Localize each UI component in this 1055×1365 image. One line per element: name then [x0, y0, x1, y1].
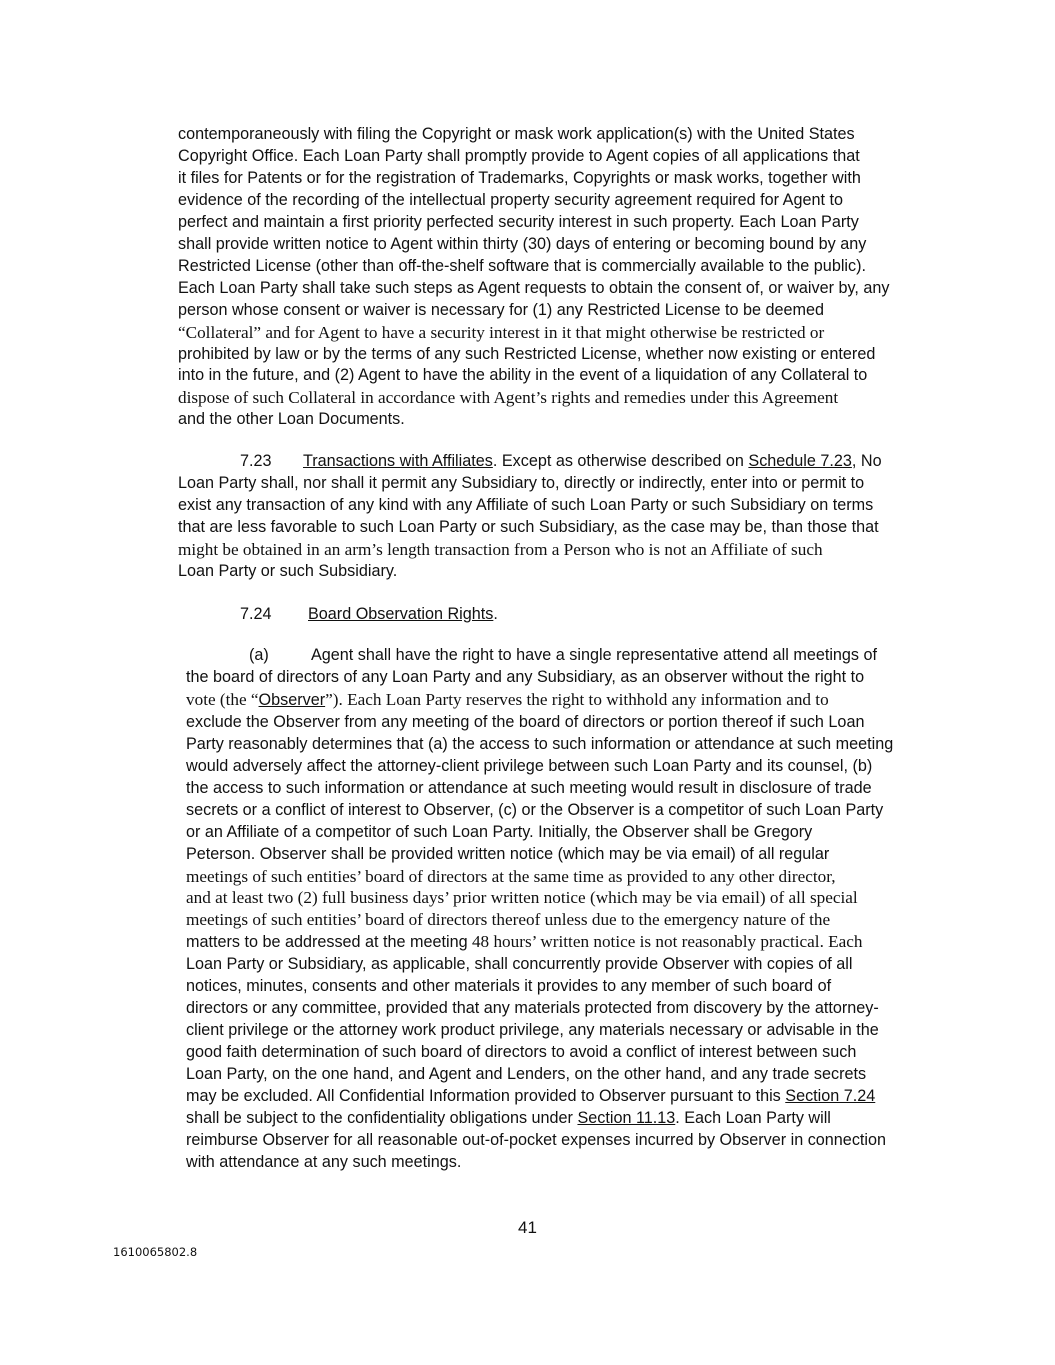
section-11-13-reference-link[interactable]: Section 11.13	[577, 1109, 676, 1128]
section-7-24-heading	[240, 603, 498, 625]
text-line: evidence of the recording of the intellectual property security agreement required for Agent to	[178, 190, 843, 209]
section-7-24-a	[186, 645, 893, 1174]
section-text: . Except as otherwise described on	[492, 452, 749, 470]
text-line: Loan Party shall, nor shall it permit any Subsidiary to, directly or indirectly, enter into or permit to	[178, 473, 865, 492]
section-title-period: .	[493, 605, 498, 623]
text-line: it files for Patents or for the registration of Trademarks, Copyrights or mask works, together with	[178, 168, 861, 187]
text-line: person whose consent or waiver is necessary for (1) any Restricted License to be deemed	[178, 300, 825, 319]
text-line: meetings of such entities’ board of directors at the same time as provided to any other director,	[186, 866, 836, 886]
text-line: contemporaneously with filing the Copyright or mask work application(s) with the United States	[178, 125, 855, 143]
text-segment: Agent shall have the right to have a single representative attend all meetings of	[311, 646, 878, 664]
defined-term-observer: Observer	[258, 690, 326, 709]
text-line: meetings of such entities’ board of directors thereof unless due to the emergency nature of the	[186, 910, 831, 930]
text-line	[186, 1108, 893, 1130]
schedule-reference-link[interactable]: Schedule 7.23	[748, 452, 852, 470]
section-7-24-reference-link[interactable]: Section 7.24	[785, 1087, 876, 1106]
text-line: reimburse Observer for all reasonable out-of-pocket expenses incurred by Observer in connection	[186, 1130, 887, 1149]
text-line: exist any transaction of any kind with any Affiliate of such Loan Party or such Subsidiary on terms	[178, 495, 874, 514]
text-line: dispose of such Collateral in accordance with Agent’s rights and remedies under this Agreement	[178, 388, 839, 408]
text-line: Loan Party or such Subsidiary.	[178, 561, 398, 580]
text-line: Each Loan Party shall take such steps as Agent requests to obtain the consent of, or waiver by, any	[178, 278, 890, 297]
section-text: , No	[851, 452, 882, 470]
text-line	[186, 931, 893, 954]
subsection-label: (a)	[249, 646, 269, 664]
text-line: Peterson. Observer shall be provided written notice (which may be via email) of all regular	[186, 844, 830, 863]
text-line	[186, 1086, 893, 1108]
text-line: into in the future, and (2) Agent to have the ability in the event of a liquidation of any Collateral to	[178, 366, 868, 385]
section-number: 7.23	[240, 452, 272, 470]
subsection-first-line	[186, 645, 893, 667]
text-line: secrets or a conflict of interest to Observer, (c) or the Observer is a competitor of such Loan Party	[186, 800, 884, 819]
text-line: Restricted License (other than off-the-shelf software that is commercially available to the public).	[178, 256, 866, 275]
text-line: Copyright Office. Each Loan Party shall promptly provide to Agent copies of all applications that	[178, 146, 860, 165]
section-title: Transactions with Affiliates	[303, 452, 493, 470]
text-line: the access to such information or attendance at such meeting would result in disclosure of trade	[186, 778, 872, 797]
text-line	[186, 689, 893, 712]
text-line: exclude the Observer from any meeting of the board of directors or portion thereof if such Loan	[186, 712, 865, 731]
text-line: the board of directors of any Loan Party and any Subsidiary, as an observer without the right to	[186, 667, 865, 686]
text-segment: . Each Loan Party will	[675, 1109, 831, 1128]
text-line: would adversely affect the attorney-client privilege between such Loan Party and its counsel, (b)	[186, 756, 873, 775]
text-line: that are less favorable to such Loan Party or such Subsidiary, as the case may be, than those that	[178, 517, 879, 536]
section-7-23-first-line	[178, 451, 882, 473]
section-title: Board Observation Rights	[308, 605, 494, 623]
text-segment: 48 hours’ written notice is not reasonably practical. Each	[467, 932, 863, 952]
text-segment: ”). Each Loan Party reserves the right to withhold any information and to	[325, 689, 829, 709]
section-7-23	[178, 451, 882, 583]
text-line: or an Affiliate of a competitor of such Loan Party. Initially, the Observer shall be Gregory	[186, 822, 813, 841]
text-line: “Collateral” and for Agent to have a security interest in it that might otherwise be restricted or	[178, 322, 825, 342]
text-line: perfect and maintain a first priority perfected security interest in such property. Each Loan Party	[178, 212, 859, 231]
text-line: and the other Loan Documents.	[178, 410, 405, 429]
text-line: Loan Party, on the one hand, and Agent and Lenders, on the other hand, and any trade secrets	[186, 1065, 867, 1084]
text-line: prohibited by law or by the terms of any such Restricted License, whether now existing or entered	[178, 344, 876, 363]
text-line: Party reasonably determines that (a) the access to such information or attendance at such meeting	[186, 734, 894, 753]
text-line: good faith determination of such board of directors to avoid a conflict of interest between such	[186, 1043, 857, 1062]
text-line: directors or any committee, provided that any materials protected from discovery by the attorney-	[186, 999, 879, 1018]
text-line: notices, minutes, consents and other materials it provides to any member of such board of	[186, 977, 832, 996]
text-segment: matters to be addressed at the meeting	[186, 933, 468, 952]
section-number: 7.24	[240, 605, 272, 623]
text-line: shall provide written notice to Agent within thirty (30) days of entering or becoming bound by any	[178, 234, 867, 253]
text-segment: shall be subject to the confidentiality obligations under	[186, 1109, 578, 1128]
text-line: might be obtained in an arm’s length transaction from a Person who is not an Affiliate of such	[178, 539, 823, 559]
text-line: and at least two (2) full business days’ prior written notice (which may be via email) of all special	[186, 888, 858, 908]
text-line: with attendance at any such meetings.	[186, 1152, 462, 1171]
text-segment: vote (the “	[186, 689, 259, 709]
paragraph-continuation	[178, 124, 889, 431]
text-line: client privilege or the attorney work product privilege, any materials necessary or advisable in the	[186, 1021, 879, 1040]
page-number: 41	[518, 1218, 537, 1237]
document-id: 1610065802.8	[113, 1245, 198, 1259]
text-segment: may be excluded. All Confidential Information provided to Observer pursuant to this	[186, 1087, 786, 1106]
text-line: Loan Party or Subsidiary, as applicable, shall concurrently provide Observer with copies of all	[186, 955, 853, 974]
